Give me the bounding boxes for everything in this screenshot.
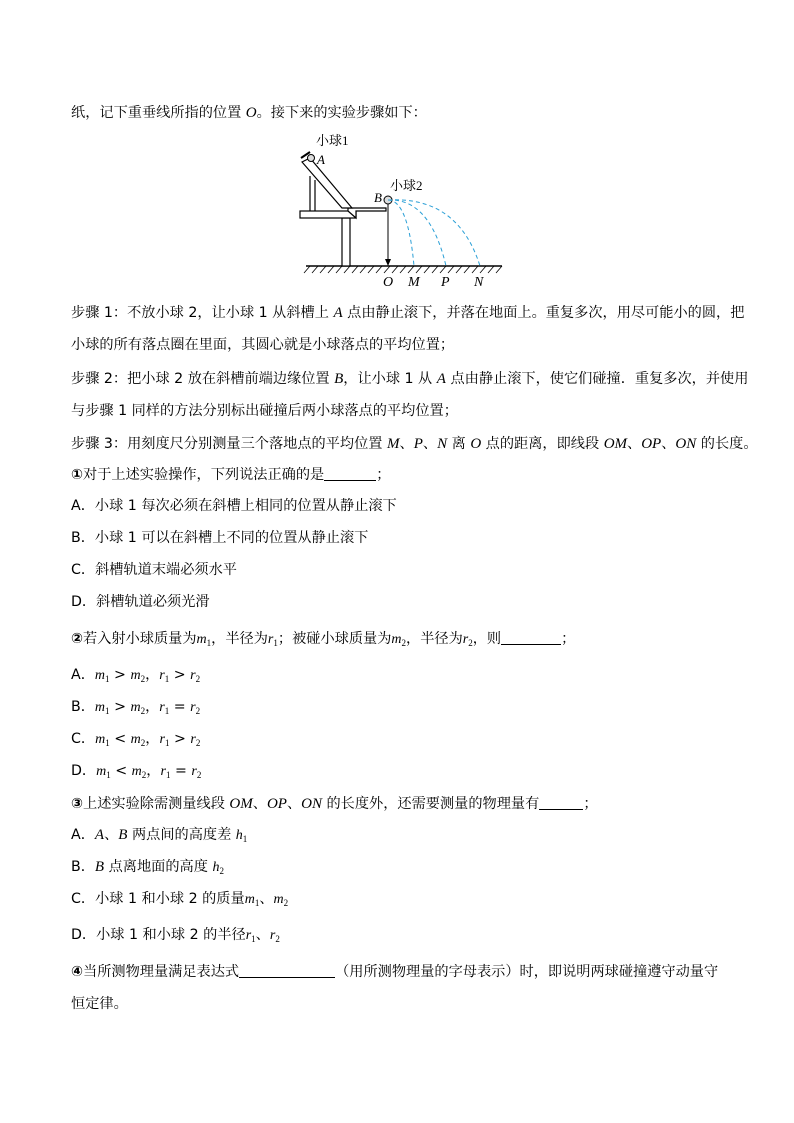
q4-line2 bbox=[71, 994, 128, 1014]
ramp-end bbox=[348, 208, 386, 218]
text: 、 bbox=[252, 796, 267, 812]
text: 点的距离，即线段 bbox=[481, 436, 604, 452]
q3-option-b[interactable]: B．B 点离地面的高度 $h_2$ bbox=[71, 859, 224, 876]
q1-option-b[interactable]: B．小球 1 可以在斜槽上不同的位置从静止滚下 bbox=[71, 530, 369, 546]
text: 点由静止滚下，并落在地面上。重复多次，用尽可能小的圆，把 bbox=[342, 305, 745, 321]
q1-number: ① bbox=[71, 467, 84, 483]
text: ； bbox=[583, 796, 598, 812]
text: （用所测物理量的字母表示）时，即说明两球碰撞遵守动量守 bbox=[335, 964, 719, 980]
var-OP: OP bbox=[266, 796, 287, 812]
q1-stem bbox=[71, 465, 390, 485]
q3-number: ③ bbox=[71, 796, 84, 812]
q4-answer-blank[interactable] bbox=[239, 963, 335, 978]
text: 上述实验除需测量线段 bbox=[83, 796, 230, 812]
text: ，半径为 bbox=[406, 631, 463, 647]
text: 与步骤 1 同样的方法分别标出碰撞后两小球落点的平均位置； bbox=[71, 403, 458, 419]
text: ；被碰小球质量为 bbox=[277, 631, 392, 647]
table-leg bbox=[342, 218, 350, 266]
ground-label-M: M bbox=[408, 275, 420, 290]
var-A: A bbox=[333, 305, 343, 321]
var-A: A bbox=[436, 371, 446, 387]
q3-answer-blank[interactable] bbox=[539, 795, 583, 810]
step2-line1 bbox=[71, 369, 748, 389]
text: 、 bbox=[399, 436, 414, 452]
table-top bbox=[300, 211, 356, 218]
text: ，则 bbox=[472, 631, 502, 647]
step1-line1 bbox=[71, 303, 744, 323]
ground-label-N: N bbox=[474, 275, 484, 290]
experiment-figure bbox=[290, 128, 520, 290]
text: 当所测物理量满足表达式 bbox=[83, 964, 240, 980]
var-O: O bbox=[245, 105, 257, 121]
q2-stem bbox=[71, 629, 575, 653]
trajectories bbox=[388, 200, 480, 266]
var-OM: OM bbox=[229, 796, 253, 812]
q2-option-a[interactable]: A．$m_1 > m_2$，$r_1 > r_2$ bbox=[71, 667, 201, 684]
plumb-arrow bbox=[385, 259, 391, 266]
point-B-label: B bbox=[374, 190, 382, 205]
m1-symbol: $m_1$ bbox=[196, 632, 212, 648]
text: 对于上述实验操作，下列说法正确的是 bbox=[83, 467, 325, 483]
step1-line2 bbox=[71, 335, 454, 355]
var-ON: ON bbox=[301, 796, 322, 812]
ground-label-P: P bbox=[441, 275, 450, 290]
text: 小球的所有落点圈在里面，其圆心就是小球落点的平均位置； bbox=[71, 337, 455, 353]
var-ON: ON bbox=[675, 436, 697, 452]
text: 点由静止滚下，使它们碰撞．重复多次，并使用 bbox=[445, 371, 749, 387]
text: 恒定律。 bbox=[71, 996, 128, 1012]
text: ，半径为 bbox=[211, 631, 268, 647]
text: ，让小球 1 从 bbox=[343, 371, 437, 387]
text: 、 bbox=[661, 436, 676, 452]
step3-line bbox=[71, 434, 758, 454]
text: ； bbox=[561, 631, 576, 647]
step2-line2 bbox=[71, 401, 458, 421]
var-P: P bbox=[413, 436, 423, 452]
var-M: M bbox=[387, 436, 400, 452]
q2-answer-blank[interactable] bbox=[501, 630, 561, 645]
q2-option-d[interactable]: D．$m_1 < m_2$，$r_1 = r_2$ bbox=[71, 763, 202, 780]
point-A-label: A bbox=[317, 152, 325, 167]
var-B: B bbox=[334, 371, 344, 387]
ball1-label: 小球1 bbox=[316, 133, 349, 148]
q3-option-a[interactable]: A．A、B 两点间的高度差 $h_1$ bbox=[71, 827, 248, 844]
text: ； bbox=[376, 467, 391, 483]
var-O: O bbox=[470, 436, 482, 452]
r1-symbol: $r_1$ bbox=[267, 632, 278, 648]
var-OP: OP bbox=[641, 436, 662, 452]
text: 的长度外，还需要测量的物理量有 bbox=[321, 796, 540, 812]
q2-option-b[interactable]: B．$m_1 > m_2$，$r_1 = r_2$ bbox=[71, 699, 201, 716]
var-OM: OM bbox=[603, 436, 628, 452]
m2-symbol: $m_2$ bbox=[391, 632, 407, 648]
q4-line1 bbox=[71, 962, 718, 982]
text: 的长度。 bbox=[696, 436, 758, 452]
q1-answer-blank[interactable] bbox=[324, 466, 376, 481]
q3-stem bbox=[71, 794, 598, 814]
var-N: N bbox=[437, 436, 448, 452]
text: 步骤 2：把小球 2 放在斜槽前端边缘位置 bbox=[71, 371, 335, 387]
intro-text-end: 。接下来的实验步骤如下： bbox=[256, 105, 427, 121]
text: 、 bbox=[627, 436, 642, 452]
q1-option-a[interactable]: A．小球 1 每次必须在斜槽上相同的位置从静止滚下 bbox=[71, 498, 397, 514]
ball2-label: 小球2 bbox=[390, 178, 423, 193]
q2-number: ② bbox=[71, 631, 84, 647]
q2-option-c[interactable]: C．$m_1 < m_2$，$r_1 > r_2$ bbox=[71, 731, 201, 748]
intro-line bbox=[71, 103, 427, 123]
ball-1 bbox=[308, 155, 315, 162]
intro-text: 纸，记下重垂线所指的位置 bbox=[71, 105, 246, 121]
q1-option-c[interactable]: C．斜槽轨道末端必须水平 bbox=[71, 562, 237, 578]
text: 若入射小球质量为 bbox=[83, 631, 197, 647]
ground-hatch bbox=[304, 266, 502, 273]
r2-symbol: $r_2$ bbox=[462, 632, 473, 648]
ground-label-O: O bbox=[383, 275, 394, 290]
q3-option-d[interactable]: D．小球 1 和小球 2 的半径$r_1$、$r_2$ bbox=[71, 927, 280, 944]
q4-number: ④ bbox=[71, 964, 84, 980]
text: 、 bbox=[286, 796, 302, 812]
q1-option-d[interactable]: D．斜槽轨道必须光滑 bbox=[71, 594, 210, 610]
text: 步骤 3：用刻度尺分别测量三个落地点的平均位置 bbox=[71, 436, 387, 452]
text: 、 bbox=[422, 436, 438, 452]
text: 步骤 1：不放小球 2，让小球 1 从斜槽上 bbox=[71, 305, 334, 321]
text: 离 bbox=[447, 436, 471, 452]
q3-option-c[interactable]: C．小球 1 和小球 2 的质量$m_1$、$m_2$ bbox=[71, 891, 289, 908]
